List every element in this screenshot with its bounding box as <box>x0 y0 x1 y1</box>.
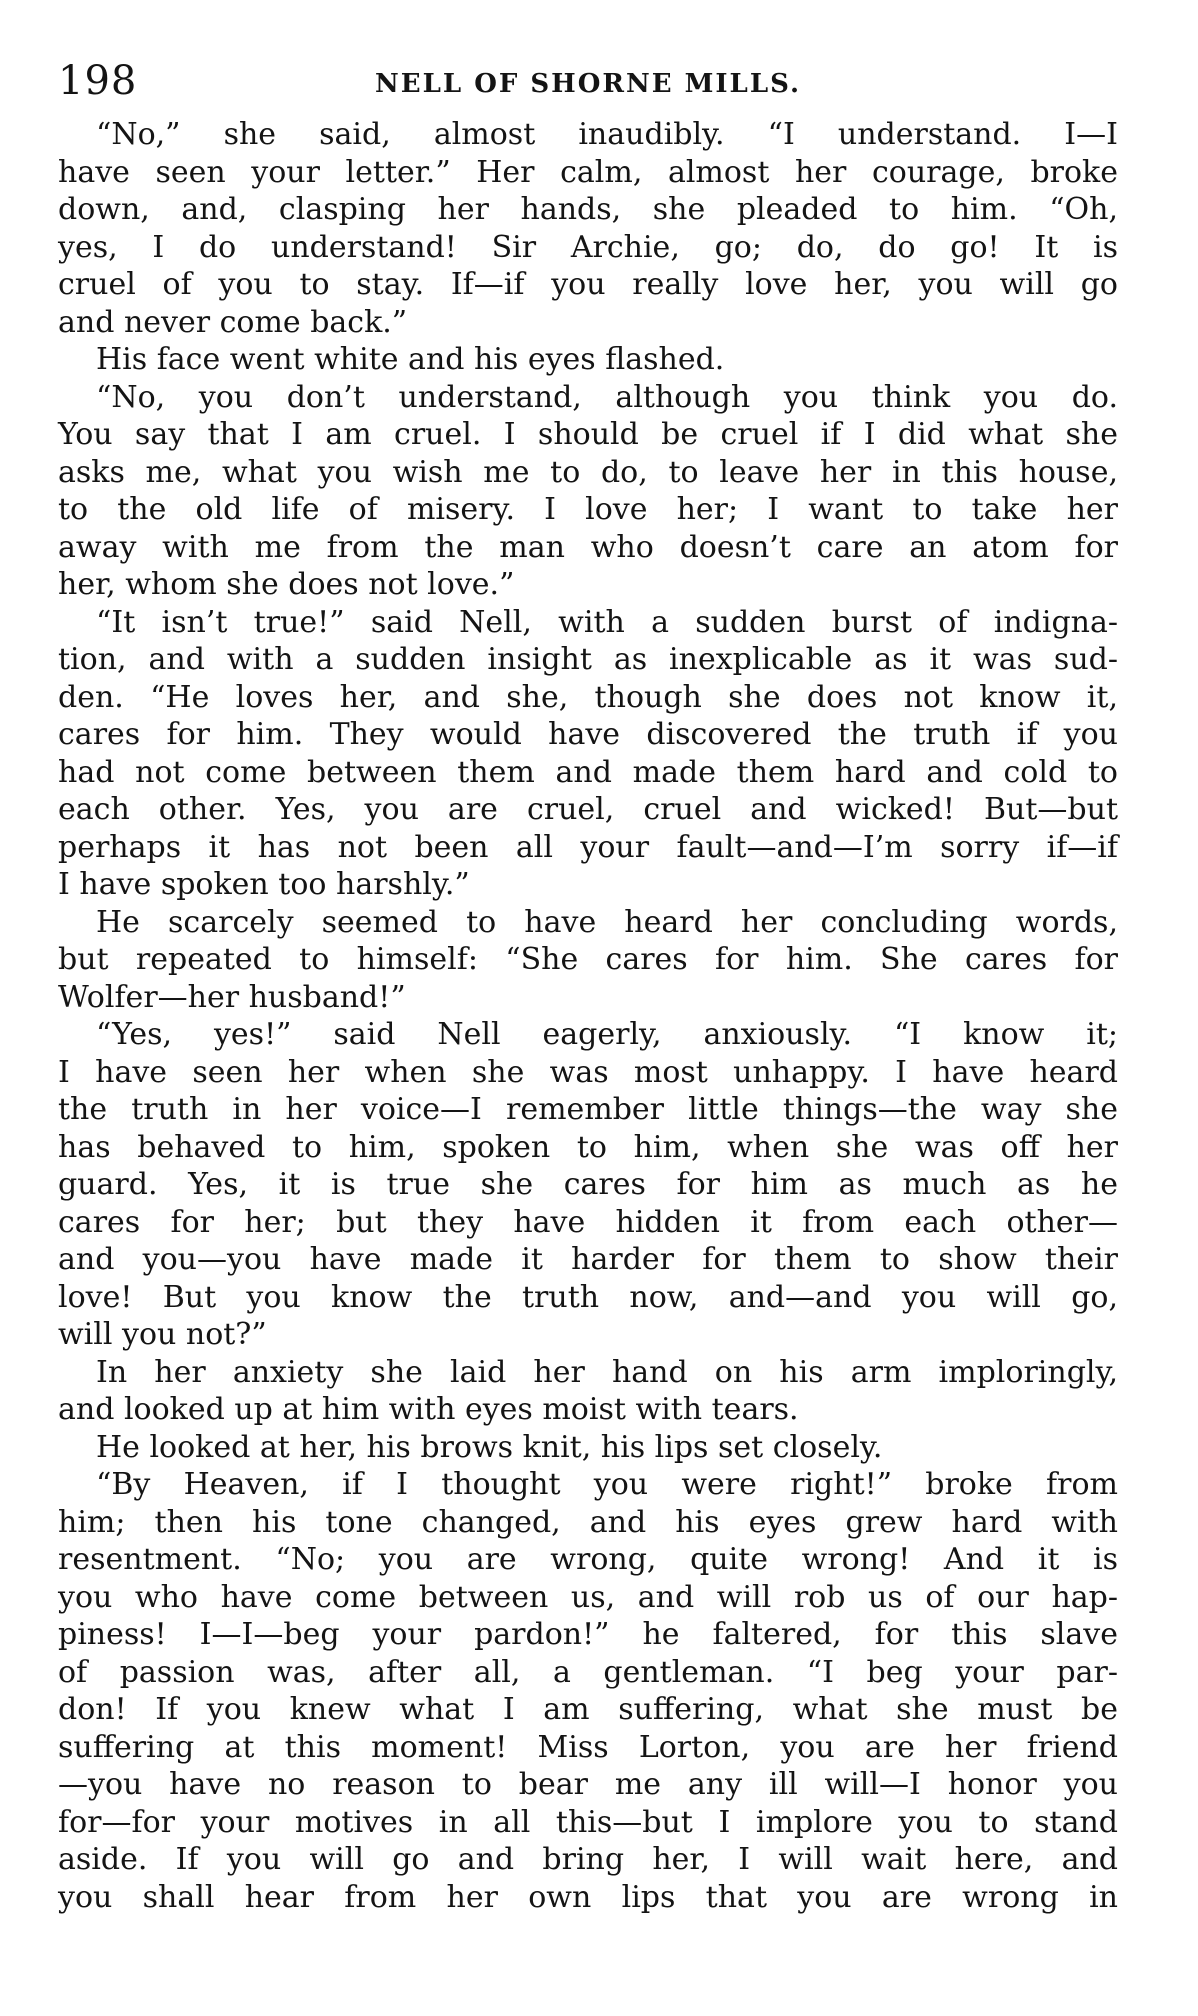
paragraph <box>58 904 1118 1017</box>
text-line: I have seen her when she was most unhappy. I have heard <box>58 1054 1118 1090</box>
text-line: don! If you knew what I am suffering, what she must be <box>58 1692 1118 1727</box>
text-line: you who have come between us, and will rob us of our hap- <box>58 1579 1118 1615</box>
text-line: cares for her; but they have hidden it from each other— <box>58 1204 1118 1240</box>
text-line: aside. If you will go and bring her, I will wait here, and <box>58 1842 1118 1877</box>
text-line: cares for him. They would have discovered the truth if you <box>58 717 1118 752</box>
text-line: “By Heaven, if I thought you were right!” broke from <box>96 1467 1118 1502</box>
text-line: down, and, clasping her hands, she pleaded to him. “Oh, <box>58 192 1118 227</box>
text-line: tion, and with a sudden insight as inexplicable as it was sud- <box>58 642 1118 677</box>
text-line: the truth in her voice—I remember little things—the way she <box>58 1092 1118 1127</box>
text-line: him; then his tone changed, and his eyes grew hard with <box>58 1504 1118 1540</box>
text-line: You say that I am cruel. I should be cruel if I did what she <box>58 417 1118 452</box>
text-line: and looked up at him with eyes moist with tears. <box>58 1392 799 1427</box>
text-line: He looked at her, his brows knit, his lips set closely. <box>96 1429 883 1465</box>
text-line: In her anxiety she laid her hand on his arm imploringly, <box>96 1354 1118 1390</box>
text-line: His face went white and his eyes flashed. <box>96 342 725 377</box>
paragraph <box>58 1466 1118 1916</box>
text-line: He scarcely seemed to have heard her concluding words, <box>96 904 1118 940</box>
paragraph <box>58 1016 1118 1354</box>
text-line: have seen your letter.” Her calm, almost her courage, broke <box>58 154 1118 190</box>
text-line: for—for your motives in all this—but I implore you to stand <box>58 1804 1118 1840</box>
book-page <box>58 56 1118 1916</box>
text-line: had not come between them and made them hard and cold to <box>58 754 1118 790</box>
text-line: each other. Yes, you are cruel, cruel and wicked! But—but <box>58 792 1118 827</box>
text-line: perhaps it has not been all your fault—and—I’m sorry if—if <box>58 829 1118 865</box>
text-line: of passion was, after all, a gentleman. “I beg your par- <box>58 1654 1118 1690</box>
paragraph <box>58 1429 1118 1467</box>
text-line: and you—you have made it harder for them to show their <box>58 1242 1118 1277</box>
text-line: you shall hear from her own lips that you are wrong in <box>58 1879 1118 1915</box>
page-number: 198 <box>58 58 138 104</box>
paragraph <box>58 116 1118 341</box>
text-line: her, whom she does not love.” <box>58 567 515 602</box>
running-head: NELL OF SHORNE MILLS. <box>375 69 801 99</box>
text-line: Wolfer—her husband!” <box>58 979 406 1015</box>
text-line: but repeated to himself: “She cares for him. She cares for <box>58 942 1118 977</box>
text-line: asks me, what you wish me to do, to leave her in this house, <box>58 454 1118 490</box>
paragraph <box>58 379 1118 604</box>
text-line: yes, I do understand! Sir Archie, go; do, do go! It is <box>58 229 1118 265</box>
text-line: “It isn’t true!” said Nell, with a sudden burst of indigna- <box>96 604 1118 640</box>
paragraph <box>58 1354 1118 1429</box>
text-line: resentment. “No; you are wrong, quite wrong! And it is <box>58 1542 1118 1577</box>
text-line: I have spoken too harshly.” <box>58 867 470 902</box>
text-line: “Yes, yes!” said Nell eagerly, anxiously. “I know it; <box>96 1017 1118 1052</box>
paragraph <box>58 341 1118 379</box>
text-line: cruel of you to stay. If—if you really love her, you will go <box>58 267 1118 302</box>
text-line: has behaved to him, spoken to him, when she was off her <box>58 1129 1118 1165</box>
text-line: away with me from the man who doesn’t care an atom for <box>58 529 1118 565</box>
page-header <box>58 56 1118 116</box>
text-line: “No, you don’t understand, although you think you do. <box>96 379 1118 415</box>
text-line: to the old life of misery. I love her; I want to take her <box>58 492 1118 527</box>
text-line: and never come back.” <box>58 304 408 340</box>
body-text <box>58 116 1118 1916</box>
text-line: will you not?” <box>58 1317 267 1352</box>
text-line: suffering at this moment! Miss Lorton, you are her friend <box>58 1729 1118 1765</box>
paragraph <box>58 604 1118 904</box>
text-line: love! But you know the truth now, and—and you will go, <box>58 1279 1118 1315</box>
text-line: “No,” she said, almost inaudibly. “I understand. I—I <box>96 117 1118 152</box>
text-line: —you have no reason to bear me any ill will—I honor you <box>58 1767 1118 1802</box>
text-line: den. “He loves her, and she, though she does not know it, <box>58 679 1118 715</box>
text-line: piness! I—I—beg your pardon!” he faltered, for this slave <box>58 1617 1118 1652</box>
text-line: guard. Yes, it is true she cares for him as much as he <box>58 1167 1118 1202</box>
